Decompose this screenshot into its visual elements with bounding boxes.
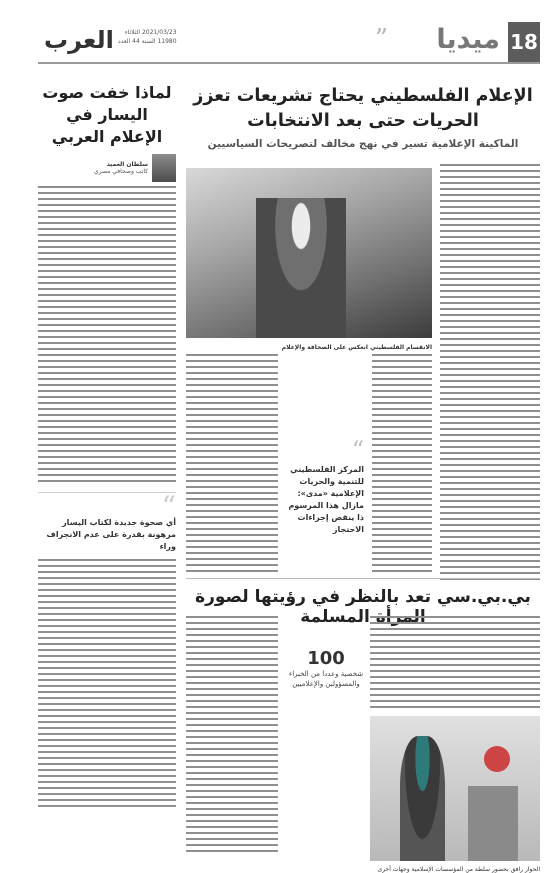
speaker-figure: [400, 736, 445, 861]
body-text: [186, 616, 278, 856]
quote-icon: “: [351, 436, 364, 464]
body-text: [38, 559, 176, 811]
main-story: [186, 76, 540, 873]
body-text: [440, 164, 540, 584]
headline: الإعلام الفلسطيني يحتاج تشريعات تعزز الحريات حتى بعد الانتخابات: [193, 86, 533, 131]
quote-mark-icon: ”: [374, 24, 388, 54]
body-text: [38, 186, 176, 486]
quote-icon: “: [161, 490, 176, 523]
body-text: [186, 354, 278, 574]
logo-icon: [484, 746, 510, 772]
section-title: ميديا: [436, 24, 500, 55]
photo-figure: [256, 198, 346, 338]
opinion-column: [38, 76, 176, 811]
body-text: [372, 354, 432, 574]
photo2-caption: الحوار رافق بحضور سلطة من المؤسسات الإسلامية وجهات أخرى: [377, 866, 540, 873]
author-photo: [152, 154, 176, 182]
author-role: كاتب وصحافي مصري: [93, 168, 148, 175]
opinion-title: لماذا خفت صوت اليسار في الإعلام العربي: [42, 83, 172, 146]
second-headline: بي.بي.سي تعد بالنظر في رؤيتها لصورة المرأة المسلمة: [186, 578, 540, 627]
bbc-photo: [370, 716, 540, 861]
masthead-logo: العرب: [44, 26, 114, 54]
subhead: الماكينة الإعلامية تسير في نهج مخالف لتصريحات السياسيين: [207, 138, 519, 150]
pull-quote: “ أي صحوة جديدة لكتاب اليسار مرهونة بقدرة على عدم الانجراف وراء: [38, 492, 176, 553]
pull-quote-box: “ المركز الفلسطيني للتنمية والحريات الإعلامية «مدى»: مازال هذا المرسوم ذا ينقض إجراءات الاحتجاز: [286, 436, 364, 536]
stat-box: 100 شخصية وعددا من الخبراء والمسؤولين والإعلاميين: [288, 648, 364, 688]
page-number: 18: [508, 22, 540, 62]
issue-info: 2021/03/23 الثلاثاء 11980 السنة 44 العدد: [118, 29, 177, 45]
byline: [38, 154, 176, 182]
podium: [468, 786, 518, 861]
page-header: [38, 22, 540, 64]
author-name: سلطان العميد: [106, 161, 148, 168]
main-photo: [186, 168, 432, 338]
photo-caption: الانقسام الفلسطيني انعكس على الصحافة والإعلام: [281, 344, 432, 351]
body-text: [370, 616, 540, 711]
